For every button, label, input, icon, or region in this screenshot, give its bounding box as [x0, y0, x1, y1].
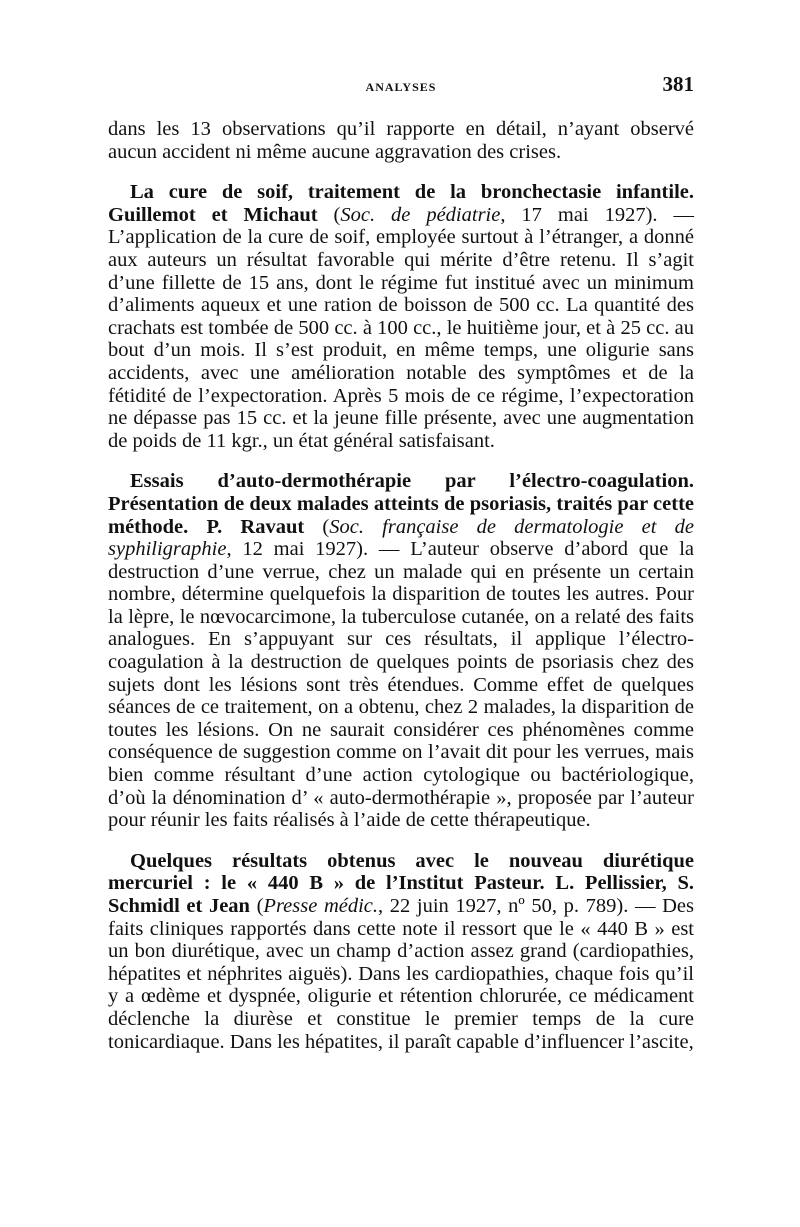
article-body: — L’auteur observe d’abord que la destruction d’une verrue, chez un malade qui en présente un certain nombre, détermine quelquefois la disparition de toutes les autres. Pour la lèpre, le nœvocarcimone, la tuberculose cutanée, on a relaté des faits analogues. En s’appuyant sur ces résultats, il applique l’électro-coagulation à la destruction de quelques points de psoriasis chez des sujets dont les lésions sont très étendues. Comme effet de quelques séances de ce traitement, on a obtenu, chez 2 malades, la disparition de toutes les lésions. On ne saurait considérer ces phénomènes comme conséquence de suggestion comme on l’avait dit pour les verrues, mais bien comme résultant d’une action cytologique ou bactériologique, d’où la dénomination d’ « auto-dermothérapie », proposée par l’auteur pour réunir les faits réalisés à l’aide de cette thérapeutique.	[108, 538, 694, 832]
article-thirst-cure	[108, 181, 694, 452]
article-title: Essais d’auto-dermothérapie par l’électro-coagulation. Présentation de deux malades atteints de psoriasis, traités par cette méthode.	[108, 470, 694, 538]
article-auto-dermotherapy	[108, 470, 694, 832]
article-ref-date: , 12 mai 1927).	[226, 538, 369, 561]
running-header	[108, 72, 694, 102]
article-authors: L. Pellissier, S. Schmidl et Jean	[108, 872, 695, 917]
article-mercurial-diuretic	[108, 850, 694, 1053]
article-ref-date: , 17 mai 1927).	[500, 203, 658, 226]
article-body: — Des faits cliniques rapportés dans cette note il ressort que le « 440 B » est un bon diurétique, avec un champ d’action assez grand (cardiopathies, hépatites et néphrites aiguës). Dans les cardiopathies, chaque fois qu’il y a œdème et dyspnée, oligurie et rétention chlorurée, ce médicament déclenche la diurèse et constitue le premier temps de la cure tonicardiaque. Dans les hépatites, il paraît capable d’influencer l’ascite,	[108, 895, 694, 1053]
article-authors: Guillemot et Michaut	[108, 203, 318, 226]
ref-open: (	[249, 895, 264, 917]
article-ref-date: , 22 juin 1927, nº 50, p. 789).	[378, 895, 629, 917]
running-title: ANALYSES	[365, 80, 437, 94]
continued-paragraph: dans les 13 observations qu’il rapporte en détail, n’ayant observé aucun accident ni même aucune aggravation des crises.	[108, 118, 694, 163]
page-number: 381	[662, 72, 694, 96]
body-text	[108, 118, 694, 1053]
article-journal: Soc. de pédiatrie	[340, 203, 501, 226]
ref-open: (	[317, 203, 341, 226]
article-journal: Soc. française de dermatologie et de syphiligraphie	[108, 515, 694, 561]
article-authors: P. Ravaut	[206, 515, 305, 538]
article-title: La cure de soif, traitement de la bronchectasie infantile.	[130, 181, 694, 204]
ref-open: (	[304, 515, 330, 538]
article-title: Quelques résultats obtenus avec le nouveau diurétique mercuriel : le « 440 B » de l’Institut Pasteur.	[108, 849, 694, 895]
article-body: — L’application de la cure de soif, employée surtout à l’étranger, a donné aux auteurs un résultat favorable qui mérite d’être retenu. Il s’agit d’une fillette de 15 ans, dont le régime fut institué avec un minimum d’aliments aqueux et une ration de boisson de 500 cc. La quantité des crachats est tombée de 500 cc. à 100 cc., le huitième jour, et à 25 cc. au bout d’un mois. Il s’est produit, en même temps, une oligurie sans accidents, avec une amélioration notable des symptômes et de la fétidité de l’expectoration. Après 5 mois de ce régime, l’expectoration ne dépasse pas 15 cc. et la jeune fille présente, avec une augmentation de poids de 11 kgr., un état général satisfaisant.	[108, 203, 694, 452]
article-journal: Presse médic.	[263, 895, 379, 917]
